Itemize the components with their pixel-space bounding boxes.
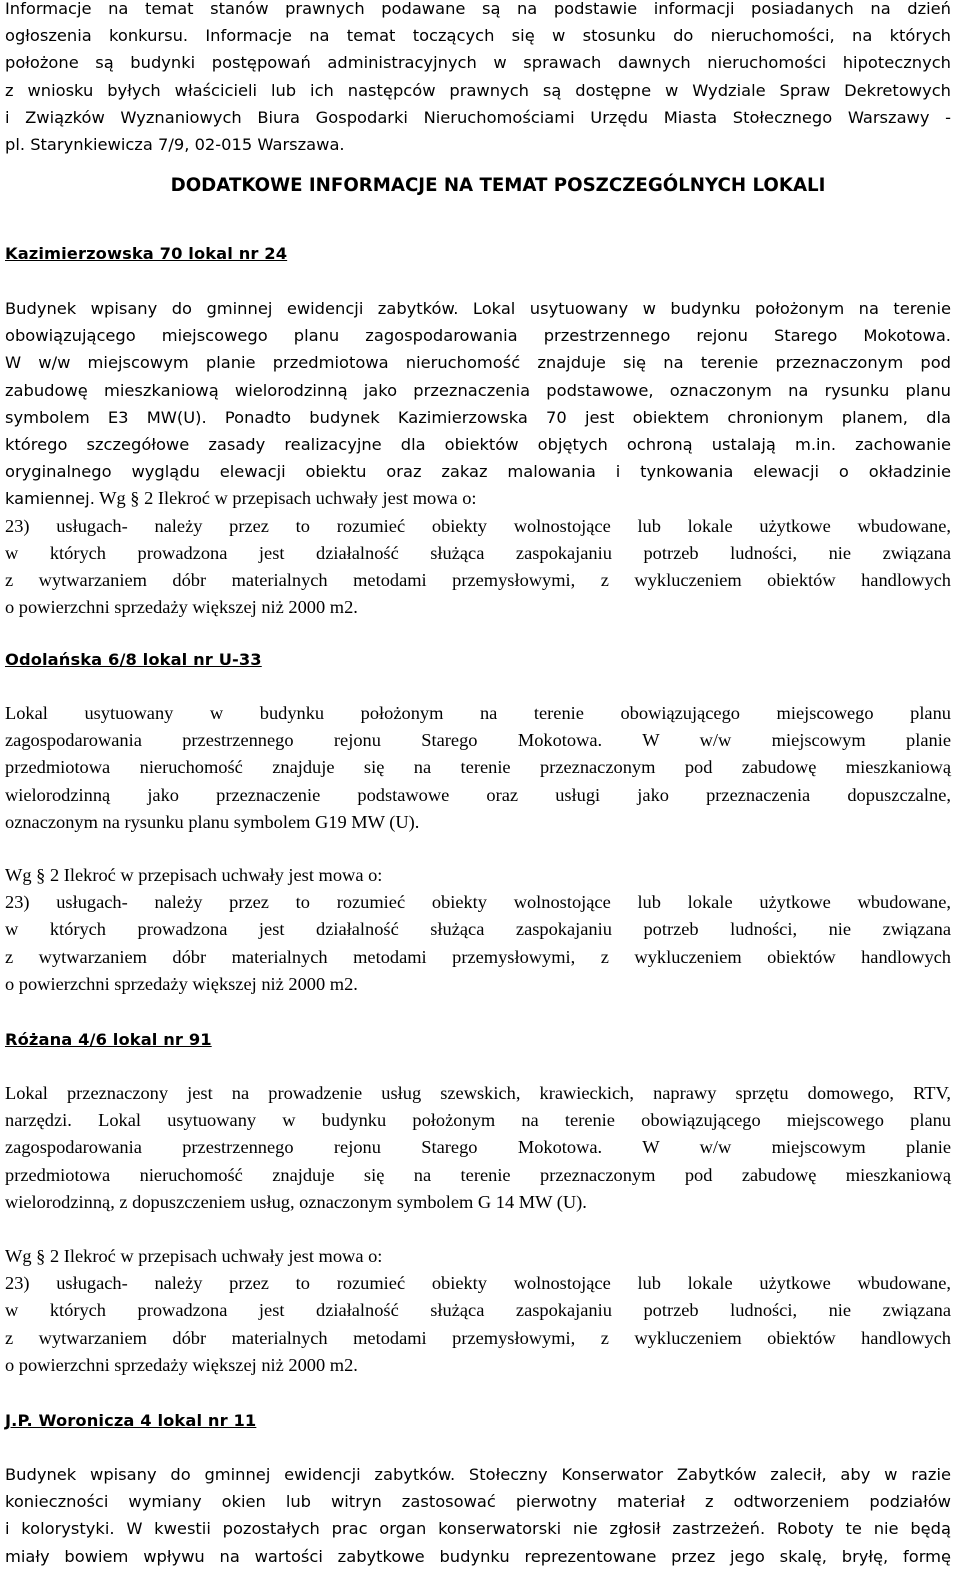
text-line: 23) usługach- należy przez to rozumieć obiekty wolnostojące lub lokale użytkowe wbudowane, — [5, 892, 951, 913]
text-line: o powierzchni sprzedaży większej niż 2000 m2. — [5, 597, 358, 618]
text-line: przedmiotowa nieruchomość znajduje się na terenie przeznaczonym pod zabudowę mieszkaniową — [5, 1164, 951, 1185]
main-title: DODATKOWE INFORMACJE NA TEMAT POSZCZEGÓLNYCH LOKALI — [170, 175, 826, 196]
text-line: Lokal przeznaczony jest na prowadzenie usług szewskich, krawieckich, naprawy sprzętu domowego, RTV, — [5, 1083, 951, 1103]
text-line: z wytwarzaniem dóbr materialnych metodami przemysłowymi, z wykluczeniem obiektów handlowych — [5, 1327, 951, 1348]
text-line: w których prowadzona jest działalność służąca zaspokajaniu potrzeb ludności, nie związana — [5, 542, 951, 563]
intro-line: Informacje na temat stanów prawnych podawane są na podstawie informacji posiadanych na dzień — [5, 0, 951, 18]
text-line: wielorodzinną jako przeznaczenie podstawowe oraz usługi jako przeznaczenia dopuszczalne, — [5, 784, 951, 805]
intro-line: ogłoszenia konkursu. Informacje na temat toczących się w stosunku do nieruchomości, na których — [5, 26, 951, 46]
text-line: oryginalnego wyglądu elewacji obiektu oraz zakaz malowania i tynkowania elewacji o okładzinie — [5, 462, 951, 482]
text-line: i kolorystyki. W kwestii pozostałych prac organ konserwatorski nie zgłosił zastrzeżeń. Roboty te nie będą — [5, 1519, 951, 1539]
text-line: Budynek wpisany do gminnej ewidencji zabytków. Lokal usytuowany w budynku położonym na terenie — [5, 299, 951, 318]
text-line: o powierzchni sprzedaży większej niż 2000 m2. — [5, 973, 358, 994]
text-line: Wg § 2 Ilekroć w przepisach uchwały jest mowa o: — [5, 865, 383, 885]
section-body-odolanska-wg — [5, 862, 951, 998]
text-line: wielorodzinną, z dopuszczeniem usług, oznaczonym symbolem G 14 MW (U). — [5, 1191, 587, 1212]
text-line: o powierzchni sprzedaży większej niż 2000 m2. — [5, 1354, 358, 1375]
text-line: Lokal usytuowany w budynku położonym na terenie obowiązującego miejscowego planu — [5, 703, 951, 723]
text-line: miały bowiem wpływu na wartości zabytkowe budynku reprezentowane przez jego skalę, bryłę, formę — [5, 1546, 951, 1566]
section-heading-odolanska: Odolańska 6/8 lokal nr U-33 — [5, 650, 262, 669]
text-line: Wg § 2 Ilekroć w przepisach uchwały jest mowa o: — [5, 1246, 383, 1266]
text-line: przedmiotowa nieruchomość znajduje się na terenie przeznaczonym pod zabudowę mieszkaniową — [5, 757, 951, 778]
text-line: konieczności wymiany okien lub witryn zastosować pierwotny materiał z odtworzeniem podziałów — [5, 1492, 951, 1512]
section-body-rozana — [5, 1080, 951, 1216]
section-body-rozana-wg — [5, 1243, 951, 1379]
text-line: narzędzi. Lokal usytuowany w budynku położonym na terenie obowiązującego miejscowego planu — [5, 1110, 951, 1131]
intro-line: pl. Starynkiewicza 7/9, 02-015 Warszawa. — [5, 135, 345, 155]
text-line: 23) usługach- należy przez to rozumieć obiekty wolnostojące lub lokale użytkowe wbudowane, — [5, 515, 951, 536]
text-line: zagospodarowania przestrzennego rejonu Starego Mokotowa. W w/w miejscowym planie — [5, 1137, 951, 1158]
text-line — [5, 485, 951, 512]
text-line: którego szczegółowe zasady realizacyjne dla obiektów objętych ochroną ustalają m.in. zachowanie — [5, 435, 951, 455]
section-body-woronicza — [5, 1461, 951, 1570]
section-body-kazimierzowska — [5, 295, 951, 621]
intro-line: i Związków Wyznaniowych Biura Gospodarki Nieruchomościami Urzędu Miasta Stołecznego Warszawy - — [5, 107, 951, 127]
section-body-odolanska — [5, 700, 951, 836]
text-line: symbolem E3 MW(U). Ponadto budynek Kazimierzowska 70 jest obiektem chronionym planem, dla — [5, 407, 951, 427]
section-heading-kazimierzowska: Kazimierzowska 70 lokal nr 24 — [5, 244, 288, 263]
section-heading-rozana: Różana 4/6 lokal nr 91 — [5, 1030, 212, 1049]
text-line: zabudowę mieszkaniową wielorodzinną jako przeznaczenia podstawowe, oznaczonym na rysunku planu — [5, 380, 951, 400]
text-fragment: Wg § 2 Ilekroć w przepisach uchwały jest mowa o: — [94, 488, 477, 509]
text-line: z wytwarzaniem dóbr materialnych metodami przemysłowymi, z wykluczeniem obiektów handlowych — [5, 946, 951, 967]
text-line: Budynek wpisany do gminnej ewidencji zabytków. Stołeczny Konserwator Zabytków zalecił, aby w razie — [5, 1465, 951, 1484]
text-fragment: kamiennej. — [5, 489, 95, 509]
text-line: obowiązującego miejscowego planu zagospodarowania przestrzennego rejonu Starego Mokotowa. — [5, 326, 951, 346]
intro-line: położone są budynki postępowań administracyjnych w sprawach dawnych nieruchomości hipotecznych — [5, 53, 951, 73]
text-line: w których prowadzona jest działalność służąca zaspokajaniu potrzeb ludności, nie związana — [5, 919, 951, 940]
intro-line: z wniosku byłych właścicieli lub ich następców prawnych są dostępne w Wydziale Spraw Dekretowych — [5, 80, 951, 100]
intro-paragraph — [5, 0, 951, 158]
text-line: oznaczonym na rysunku planu symbolem G19 MW (U). — [5, 811, 420, 832]
section-heading-woronicza: J.P. Woronicza 4 lokal nr 11 — [5, 1411, 257, 1430]
text-line: w których prowadzona jest działalność służąca zaspokajaniu potrzeb ludności, nie związana — [5, 1300, 951, 1321]
text-line: 23) usługach- należy przez to rozumieć obiekty wolnostojące lub lokale użytkowe wbudowane, — [5, 1273, 951, 1294]
text-line: z wytwarzaniem dóbr materialnych metodami przemysłowymi, z wykluczeniem obiektów handlowych — [5, 570, 951, 591]
text-line: W w/w miejscowym planie przedmiotowa nieruchomość znajduje się na terenie przeznaczonym pod — [5, 353, 951, 373]
text-line: zagospodarowania przestrzennego rejonu Starego Mokotowa. W w/w miejscowym planie — [5, 730, 951, 751]
